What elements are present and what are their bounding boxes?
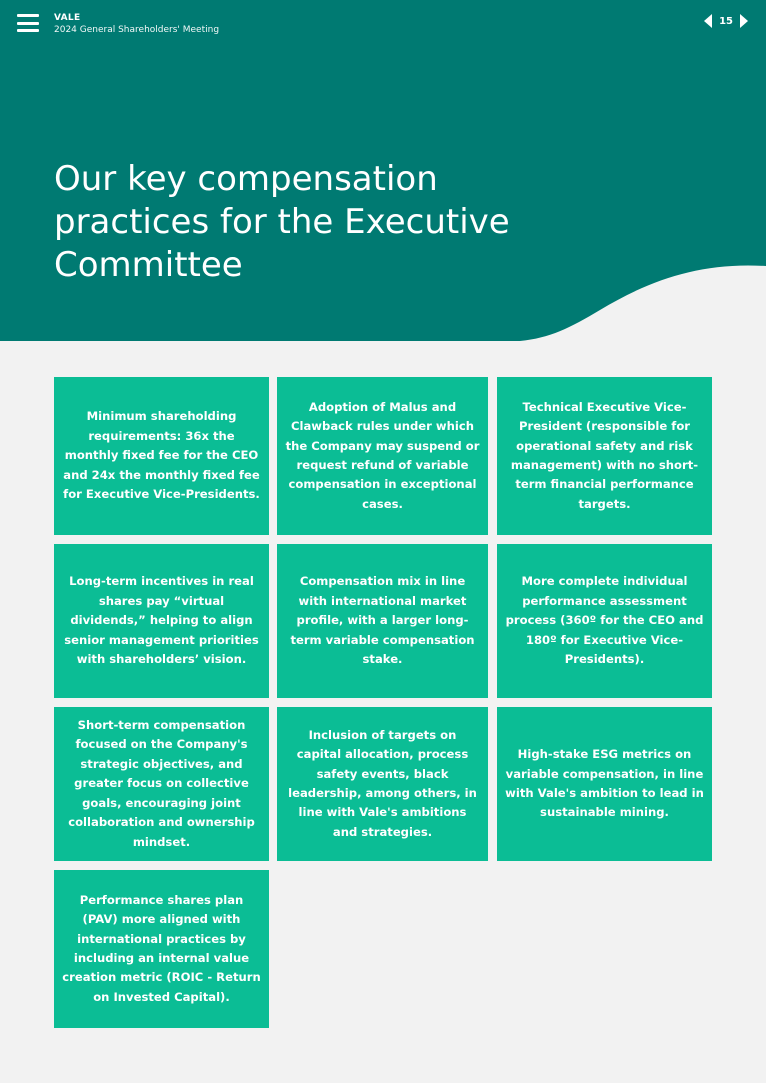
page-number: 15 <box>719 15 733 27</box>
menu-icon[interactable] <box>17 14 39 32</box>
practice-card: Inclusion of targets on capital allocation, process safety events, black leadership, among others, in line with Vale's ambitions and strategies. <box>277 707 488 861</box>
page-navigation <box>704 14 748 28</box>
company-name: VALE <box>54 13 81 23</box>
header-banner <box>0 0 766 345</box>
practice-card: More complete individual performance assessment process (360º for the CEO and 180º for Executive Vice-Presidents). <box>497 544 712 698</box>
next-page-icon[interactable] <box>740 14 748 28</box>
practice-card: Minimum shareholding requirements: 36x the monthly fixed fee for the CEO and 24x the monthly fixed fee for Executive Vice-Presidents. <box>54 377 269 535</box>
practice-card: Long-term incentives in real shares pay “virtual dividends,” helping to align senior management priorities with shareholders’ vision. <box>54 544 269 698</box>
brand-block <box>54 13 219 36</box>
practice-card: Technical Executive Vice-President (responsible for operational safety and risk management) with no short-term financial performance targets. <box>497 377 712 535</box>
page-title: Our key compensation practices for the Executive Committee <box>54 159 510 285</box>
practice-card: Adoption of Malus and Clawback rules under which the Company may suspend or request refund of variable compensation in exceptional cases. <box>277 377 488 535</box>
meeting-name: 2024 General Shareholders' Meeting <box>54 25 220 35</box>
practice-card: High-stake ESG metrics on variable compensation, in line with Vale's ambition to lead in sustainable mining. <box>497 707 712 861</box>
practice-card: Performance shares plan (PAV) more aligned with international practices by including an internal value creation metric (ROIC - Return on Invested Capital). <box>54 870 269 1028</box>
previous-page-icon[interactable] <box>704 14 712 28</box>
practice-card: Compensation mix in line with international market profile, with a larger long-term variable compensation stake. <box>277 544 488 698</box>
practice-card: Short-term compensation focused on the Company's strategic objectives, and greater focus on collective goals, encouraging joint collaboration and ownership mindset. <box>54 707 269 861</box>
